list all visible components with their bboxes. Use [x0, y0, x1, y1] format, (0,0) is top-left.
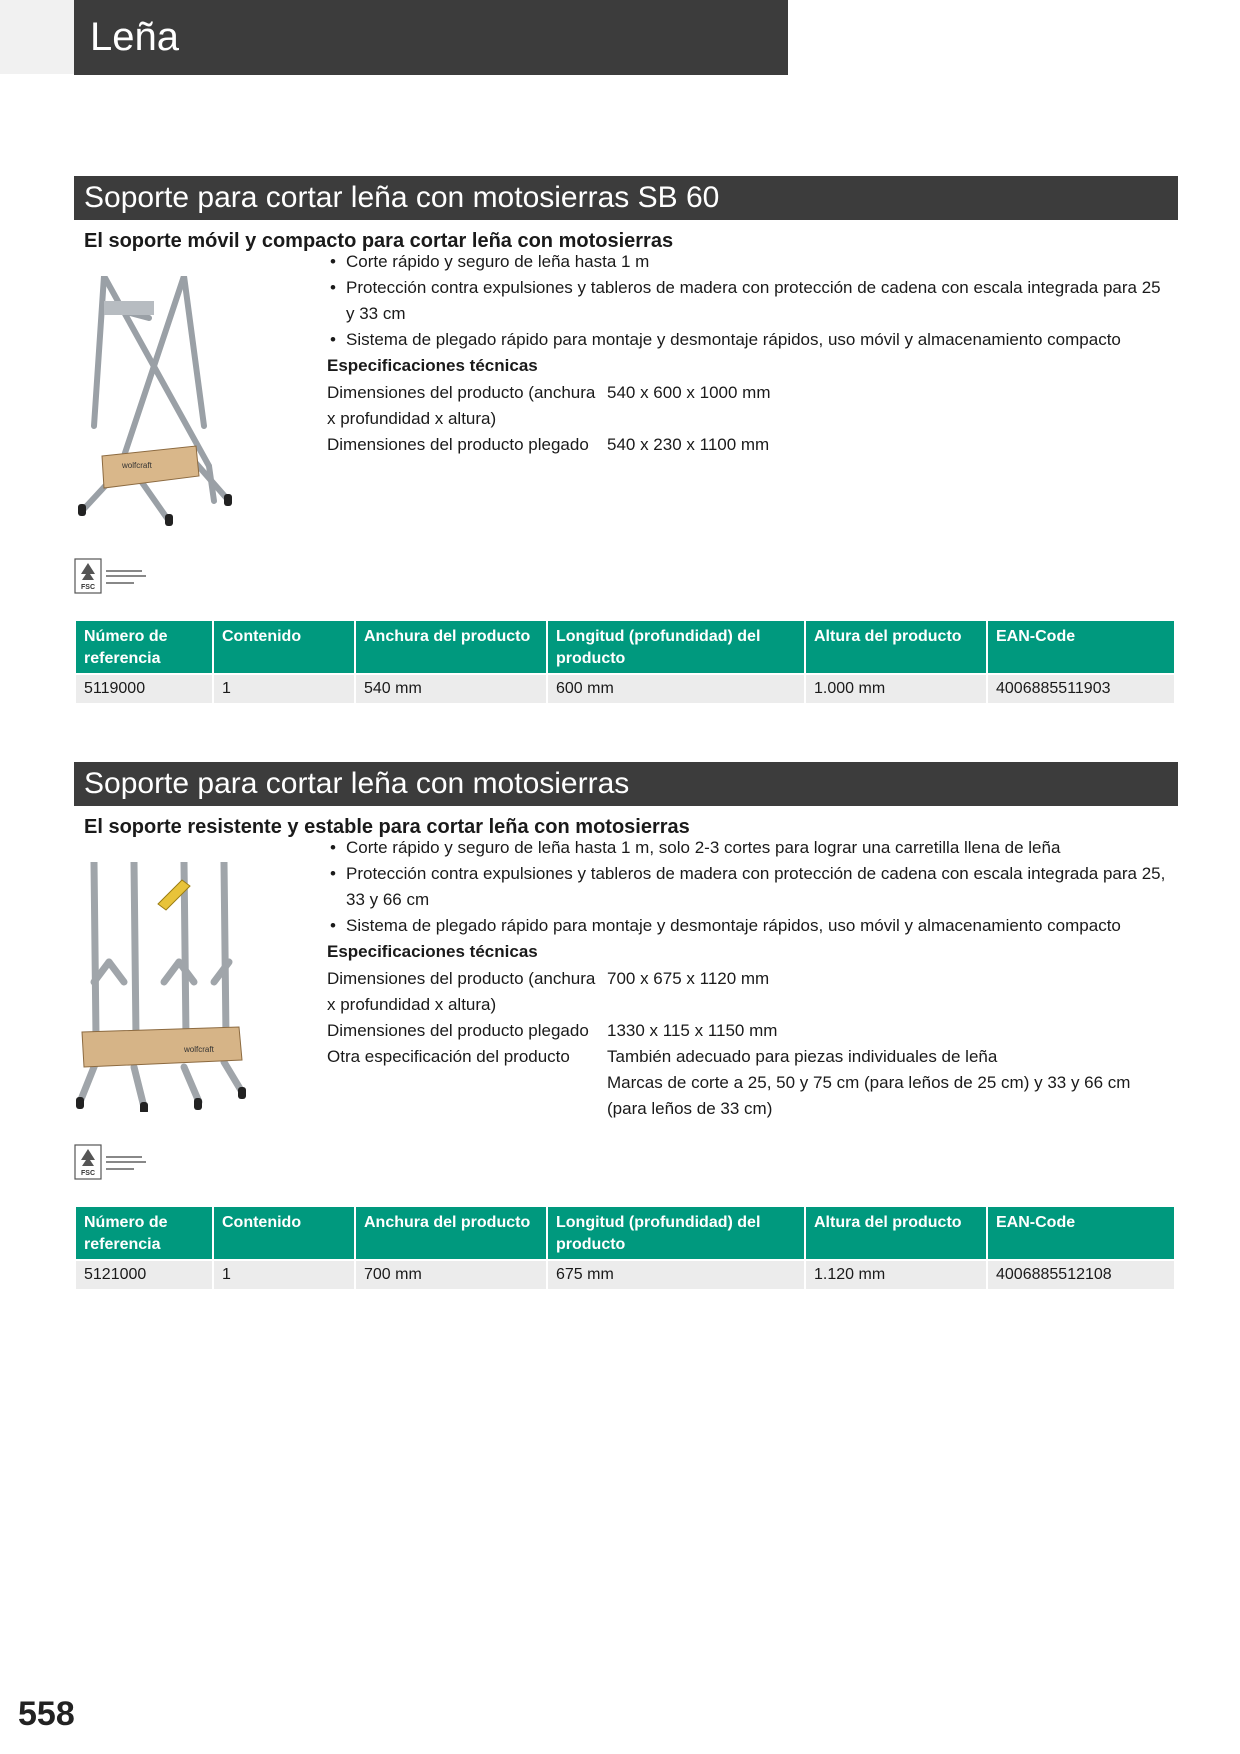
section-subtitle: El soporte móvil y compacto para cortar leña con motosierras	[84, 230, 674, 252]
column-header: EAN-Code	[988, 1207, 1174, 1259]
spec-table	[327, 966, 1167, 1122]
spec-row	[327, 1018, 1167, 1044]
spec-row	[327, 1070, 1167, 1122]
table-cell: 4006885511903	[988, 673, 1174, 703]
spec-value: 540 x 600 x 1000 mm	[607, 383, 771, 402]
spec-row	[327, 1044, 1167, 1070]
feature-list	[328, 249, 1168, 353]
product-section-sb60	[74, 176, 1178, 716]
spec-heading: Especificaciones técnicas	[327, 356, 538, 375]
spec-value: También adecuado para piezas individuales de leña	[607, 1047, 998, 1066]
column-header: Contenido	[214, 621, 354, 673]
product-data-table	[74, 1207, 1176, 1289]
table-cell: 675 mm	[548, 1259, 804, 1289]
table-cell: 1.120 mm	[806, 1259, 986, 1289]
product-image-sawhorse-sb60	[74, 276, 244, 526]
product-image-sawhorse	[74, 862, 254, 1112]
table-row	[76, 1259, 1174, 1289]
brand-label: wolfcraft	[122, 461, 152, 470]
section-title: Soporte para cortar leña con motosierras SB 60	[74, 176, 1178, 220]
spec-table	[327, 380, 770, 458]
feature-item: • Protección contra expulsiones y tableros de madera con protección de cadena con escala integrada para 25, 33 y 66 cm	[328, 861, 1168, 913]
spec-label	[327, 1070, 607, 1122]
column-header: Longitud (profundidad) del producto	[548, 1207, 804, 1259]
page-number: 558	[18, 1695, 75, 1733]
column-header: Altura del producto	[806, 1207, 986, 1259]
table-cell: 1	[214, 1259, 354, 1289]
spec-label: Dimensiones del producto plegado	[327, 435, 589, 454]
column-header: Anchura del producto	[356, 621, 546, 673]
spec-value: 540 x 230 x 1100 mm	[607, 435, 770, 454]
product-data-table	[74, 621, 1176, 703]
feature-list	[328, 835, 1168, 939]
table-header-row	[76, 1207, 1174, 1259]
table-cell: 700 mm	[356, 1259, 546, 1289]
feature-item: • Protección contra expulsiones y tableros de madera con protección de cadena con escala integrada para 25 y 33 cm	[328, 275, 1168, 327]
column-header: EAN-Code	[988, 621, 1174, 673]
spec-value: Marcas de corte a 25, 50 y 75 cm (para leños de 25 cm) y 33 y 66 cm (para leños de 33 cm)	[607, 1073, 1131, 1118]
chapter-title: Leña	[74, 0, 788, 75]
table-cell: 600 mm	[548, 673, 804, 703]
column-header: Longitud (profundidad) del producto	[548, 621, 804, 673]
fsc-label: FSC	[81, 1170, 95, 1177]
column-header: Altura del producto	[806, 621, 986, 673]
spec-row	[327, 380, 770, 432]
column-header: Número de referencia	[76, 621, 212, 673]
spec-heading: Especificaciones técnicas	[327, 942, 538, 961]
spec-value: 700 x 675 x 1120 mm	[607, 969, 770, 988]
table-cell: 540 mm	[356, 673, 546, 703]
spec-row	[327, 432, 770, 458]
section-title: Soporte para cortar leña con motosierras	[74, 762, 1178, 806]
column-header: Número de referencia	[76, 1207, 212, 1259]
table-cell: 1.000 mm	[806, 673, 986, 703]
spec-label: Dimensiones del producto (anchura x profundidad x altura)	[327, 969, 596, 1014]
feature-item: • Sistema de plegado rápido para montaje y desmontaje rápidos, uso móvil y almacenamiento compacto	[328, 327, 1168, 353]
column-header: Contenido	[214, 1207, 354, 1259]
brand-label: wolfcraft	[184, 1045, 214, 1054]
table-cell: 4006885512108	[988, 1259, 1174, 1289]
fsc-logo	[74, 558, 152, 594]
spec-label: Dimensiones del producto (anchura x profundidad x altura)	[327, 383, 596, 428]
feature-item: • Corte rápido y seguro de leña hasta 1 m	[328, 249, 1168, 275]
column-header: Anchura del producto	[356, 1207, 546, 1259]
table-cell: 1	[214, 673, 354, 703]
table-header-row	[76, 621, 1174, 673]
spec-row	[327, 966, 1167, 1018]
table-row	[76, 673, 1174, 703]
feature-item: • Corte rápido y seguro de leña hasta 1 m, solo 2-3 cortes para lograr una carretilla llena de leña	[328, 835, 1168, 861]
corner-tab	[0, 0, 74, 74]
spec-value: 1330 x 115 x 1150 mm	[607, 1021, 778, 1040]
table-cell: 5121000	[76, 1259, 212, 1289]
table-cell: 5119000	[76, 673, 212, 703]
product-section-heavy	[74, 762, 1178, 1302]
spec-label: Otra especificación del producto	[327, 1047, 570, 1066]
section-subtitle: El soporte resistente y estable para cortar leña con motosierras	[84, 816, 690, 838]
feature-item: • Sistema de plegado rápido para montaje y desmontaje rápidos, uso móvil y almacenamiento compacto	[328, 913, 1168, 939]
fsc-logo	[74, 1144, 152, 1180]
spec-label: Dimensiones del producto plegado	[327, 1021, 589, 1040]
fsc-label: FSC	[81, 584, 95, 591]
